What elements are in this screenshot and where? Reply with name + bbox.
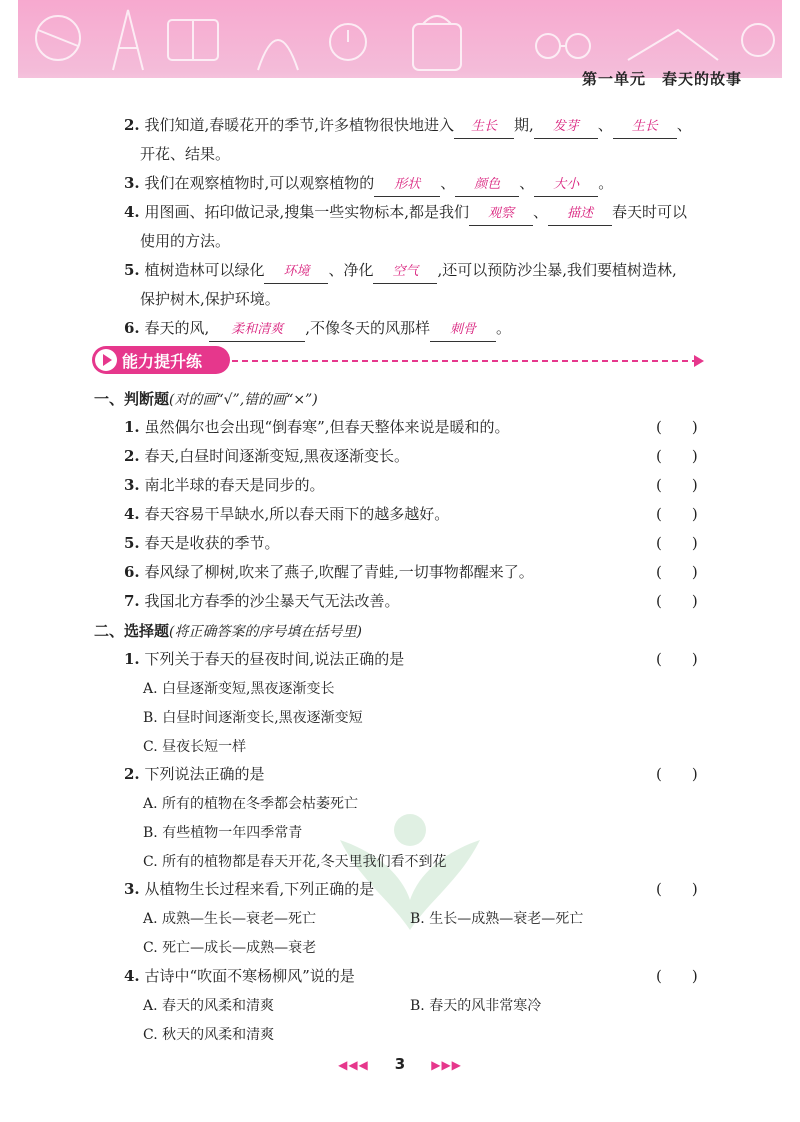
question-number: 1. bbox=[124, 418, 140, 436]
answer-blank: 生长 bbox=[454, 116, 514, 139]
answer-blank: 描述 bbox=[548, 203, 612, 226]
unit-title: 第一单元 春天的故事 bbox=[581, 70, 742, 88]
question-text: 春风绿了柳树,吹来了燕子,吹醒了青蛙,一切事物都醒来了。 bbox=[144, 563, 534, 581]
answer-blank: 大小 bbox=[534, 174, 598, 197]
answer-blank: 空气 bbox=[373, 261, 437, 284]
question-text: 用图画、拓印做记录,搜集一些实物标本,都是我们 bbox=[144, 203, 469, 221]
answer-blank: 发芽 bbox=[534, 116, 598, 139]
question-text: 、 bbox=[597, 116, 613, 134]
section-note: (对的画“√”,错的画“×”) bbox=[169, 392, 318, 408]
question-text: 春天的风, bbox=[144, 319, 210, 337]
section-note: (将正确答案的序号填在括号里) bbox=[169, 624, 362, 640]
choice-option: B. 生长—成熟—衰老—死亡 bbox=[410, 911, 584, 927]
arrow-right-icon bbox=[694, 355, 704, 367]
section-banner bbox=[92, 346, 230, 374]
judge-item bbox=[124, 416, 510, 438]
question-number: 6. bbox=[124, 319, 140, 337]
arrow-right-icon: ▶▶▶ bbox=[431, 1058, 462, 1072]
choice-option: A. 成熟—生长—衰老—死亡 bbox=[143, 911, 317, 927]
question-text: ,还可以预防沙尘暴,我们要植树造林, bbox=[437, 261, 677, 279]
question-number: 4. bbox=[124, 505, 140, 523]
fill-question-5 bbox=[124, 259, 677, 284]
play-icon bbox=[95, 349, 117, 371]
page-number: 3 bbox=[394, 1055, 406, 1073]
question-number: 2. bbox=[124, 116, 140, 134]
banner-label: 能力提升练 bbox=[122, 352, 203, 371]
answer-paren[interactable]: ( ) bbox=[656, 476, 698, 494]
fill-question-3 bbox=[124, 172, 613, 197]
question-text: 我们知道,春暖花开的季节,许多植物很快地进入 bbox=[144, 116, 454, 134]
question-text: 、 bbox=[440, 174, 456, 192]
question-text: 。 bbox=[496, 319, 512, 337]
question-number: 3. bbox=[124, 476, 140, 494]
choice-option: B. 白昼时间逐渐变长,黑夜逐渐变短 bbox=[143, 710, 363, 726]
choice-option: B. 有些植物一年四季常青 bbox=[143, 825, 303, 841]
judge-item bbox=[124, 474, 324, 496]
answer-blank: 生长 bbox=[613, 116, 677, 139]
choice-section-title bbox=[94, 620, 362, 641]
question-number: 5. bbox=[124, 534, 140, 552]
choice-question bbox=[124, 763, 264, 785]
question-text: 下列关于春天的昼夜时间,说法正确的是 bbox=[144, 650, 405, 668]
question-number: 6. bbox=[124, 563, 140, 581]
answer-blank: 刺骨 bbox=[430, 319, 496, 342]
question-text: 、 bbox=[519, 174, 535, 192]
question-text: 虽然偶尔也会出现“倒春寒”,但春天整体来说是暖和的。 bbox=[144, 418, 510, 436]
question-text: 南北半球的春天是同步的。 bbox=[144, 476, 325, 494]
section-heading: 二、选择题 bbox=[94, 622, 170, 640]
question-text: 我国北方春季的沙尘暴天气无法改善。 bbox=[144, 592, 400, 610]
page-footer bbox=[0, 1054, 800, 1073]
question-number: 3. bbox=[124, 174, 140, 192]
question-text: 古诗中“吹面不寒杨柳风”说的是 bbox=[144, 967, 355, 985]
question-number: 2. bbox=[124, 447, 140, 465]
choice-question bbox=[124, 965, 355, 987]
fill-question-5-continued: 保护树木,保护环境。 bbox=[140, 290, 280, 308]
question-text: 植树造林可以绿化 bbox=[144, 261, 265, 279]
choice-option: A. 白昼逐渐变短,黑夜逐渐变长 bbox=[143, 681, 335, 697]
fill-question-4 bbox=[124, 201, 687, 226]
question-text: 春天容易干旱缺水,所以春天雨下的越多越好。 bbox=[144, 505, 450, 523]
choice-question bbox=[124, 648, 404, 670]
choice-option: B. 春天的风非常寒冷 bbox=[410, 998, 542, 1014]
choice-option: A. 春天的风柔和清爽 bbox=[143, 998, 275, 1014]
answer-paren[interactable]: ( ) bbox=[656, 505, 698, 523]
question-number: 3. bbox=[124, 880, 140, 898]
question-text: 我们在观察植物时,可以观察植物的 bbox=[144, 174, 375, 192]
judge-item bbox=[124, 445, 409, 467]
answer-blank: 环境 bbox=[264, 261, 328, 284]
answer-paren[interactable]: ( ) bbox=[656, 447, 698, 465]
question-text: 。 bbox=[598, 174, 614, 192]
answer-blank: 观察 bbox=[469, 203, 533, 226]
answer-paren[interactable]: ( ) bbox=[656, 765, 698, 783]
answer-paren[interactable]: ( ) bbox=[656, 563, 698, 581]
banner-dashed-line bbox=[232, 360, 698, 362]
judge-item bbox=[124, 503, 449, 525]
answer-blank: 形状 bbox=[374, 174, 440, 197]
fill-question-4-continued: 使用的方法。 bbox=[140, 232, 231, 250]
question-number: 2. bbox=[124, 765, 140, 783]
answer-paren[interactable]: ( ) bbox=[656, 880, 698, 898]
question-number: 4. bbox=[124, 967, 140, 985]
judge-item bbox=[124, 561, 534, 583]
answer-blank: 柔和清爽 bbox=[209, 319, 305, 342]
choice-option: C. 昼夜长短一样 bbox=[143, 739, 247, 755]
answer-paren[interactable]: ( ) bbox=[656, 418, 698, 436]
question-text: 、 bbox=[533, 203, 549, 221]
choice-option: A. 所有的植物在冬季都会枯萎死亡 bbox=[143, 796, 359, 812]
choice-option: C. 所有的植物都是春天开花,冬天里我们看不到花 bbox=[143, 854, 447, 870]
answer-paren[interactable]: ( ) bbox=[656, 592, 698, 610]
question-number: 7. bbox=[124, 592, 140, 610]
question-text: ,不像冬天的风那样 bbox=[305, 319, 431, 337]
judge-section-title bbox=[94, 388, 318, 409]
answer-paren[interactable]: ( ) bbox=[656, 967, 698, 985]
choice-option: C. 秋天的风柔和清爽 bbox=[143, 1027, 275, 1043]
question-text: 春天,白昼时间逐渐变短,黑夜逐渐变长。 bbox=[144, 447, 409, 465]
question-number: 1. bbox=[124, 650, 140, 668]
question-text: 、 bbox=[676, 116, 692, 134]
fill-question-6 bbox=[124, 317, 511, 342]
choice-question bbox=[124, 878, 374, 900]
judge-item bbox=[124, 590, 399, 612]
fill-question-2 bbox=[124, 114, 692, 139]
question-text: 春天时可以 bbox=[612, 203, 688, 221]
question-text: 下列说法正确的是 bbox=[144, 765, 265, 783]
arrow-left-icon: ◀◀◀ bbox=[338, 1058, 369, 1072]
answer-paren[interactable]: ( ) bbox=[656, 534, 698, 552]
judge-item bbox=[124, 532, 279, 554]
question-text: 、净化 bbox=[328, 261, 374, 279]
question-number: 4. bbox=[124, 203, 140, 221]
choice-option: C. 死亡—成长—成熟—衰老 bbox=[143, 940, 317, 956]
question-number: 5. bbox=[124, 261, 140, 279]
fill-question-2-continued: 开花、结果。 bbox=[140, 145, 231, 163]
question-text: 期, bbox=[514, 116, 534, 134]
answer-paren[interactable]: ( ) bbox=[656, 650, 698, 668]
answer-blank: 颜色 bbox=[455, 174, 519, 197]
section-heading: 一、判断题 bbox=[94, 390, 170, 408]
question-text: 从植物生长过程来看,下列正确的是 bbox=[144, 880, 375, 898]
question-text: 春天是收获的季节。 bbox=[144, 534, 280, 552]
